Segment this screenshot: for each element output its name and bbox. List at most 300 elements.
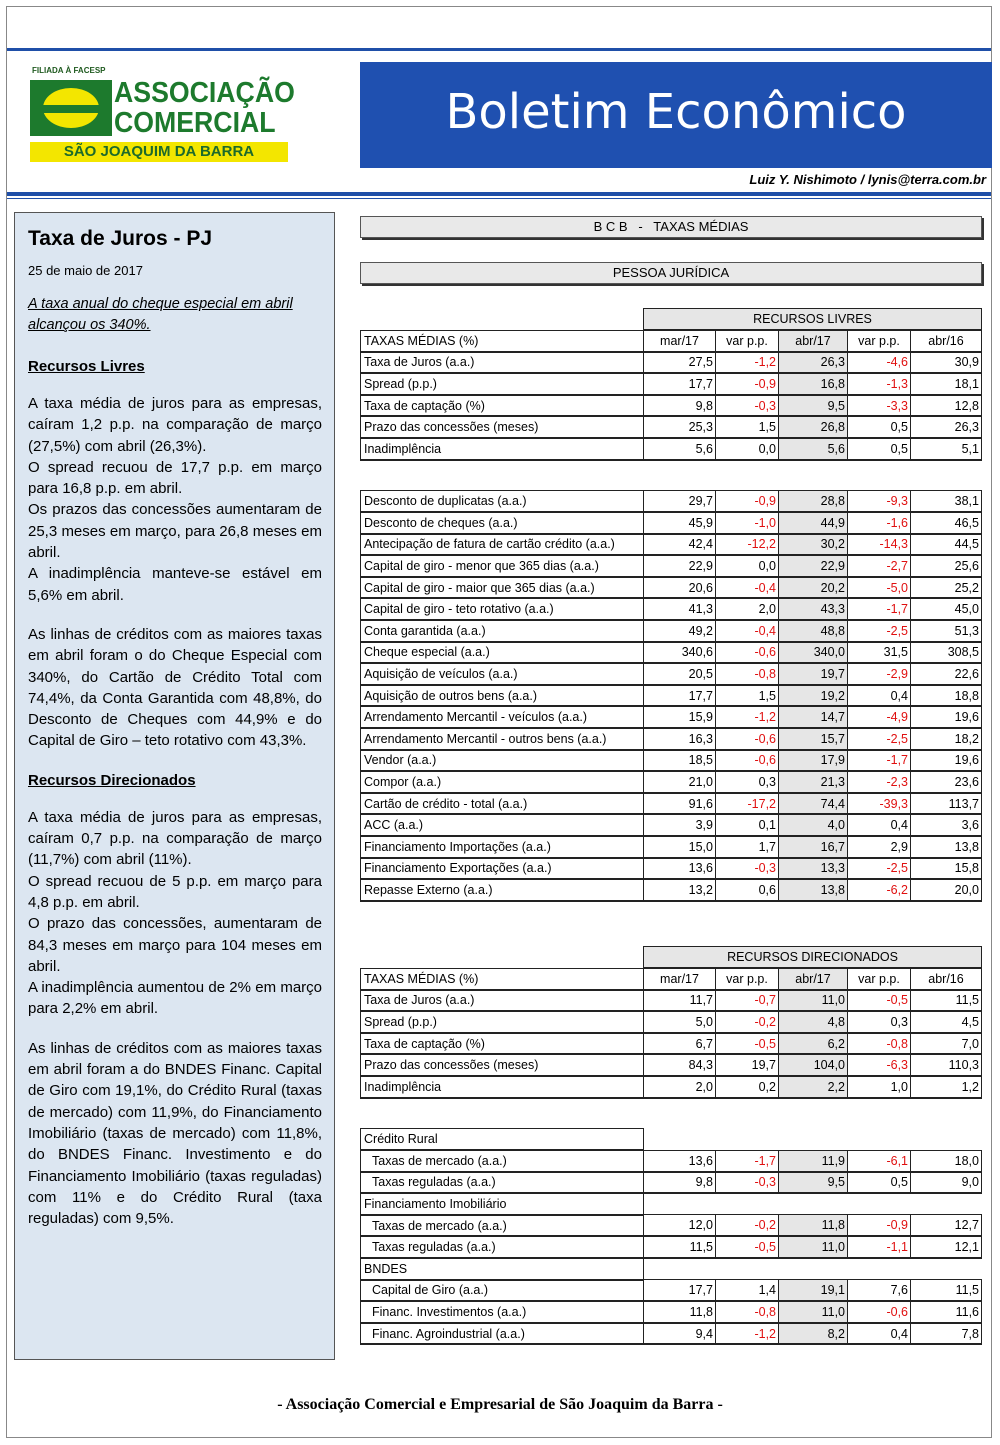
table-cell: 20,6 (644, 577, 716, 599)
table-cell: 18,8 (911, 685, 982, 707)
column-header: TAXAS MÉDIAS (%) (361, 330, 644, 352)
category-label: BNDES (361, 1258, 644, 1280)
blank-cell (361, 309, 644, 331)
table-row (361, 352, 982, 374)
table-cell: -12,2 (716, 534, 779, 556)
table-cell: 11,0 (779, 1236, 848, 1258)
table-cell: 30,2 (779, 534, 848, 556)
table-row (361, 577, 982, 599)
table-cell: -0,5 (716, 1033, 779, 1055)
table-cell: -0,2 (716, 1215, 779, 1237)
table-cell: 0,1 (716, 814, 779, 836)
table-cell: 21,3 (779, 771, 848, 793)
table-cell: 11,8 (779, 1215, 848, 1237)
table-cell: 74,4 (779, 793, 848, 815)
table-cell: 48,8 (779, 620, 848, 642)
table-cell: -0,3 (716, 395, 779, 417)
bulletin-title: Boletim Econômico (445, 84, 907, 140)
category-row (361, 1258, 982, 1280)
row-label: Spread (p.p.) (361, 1011, 644, 1033)
paragraph: As linhas de créditos com as maiores taxas em abril foram o do Cheque Especial com 340%, do Cartão de Crédito Total com 74,4%, da Conta Garantida com 48,8%, do Desconto de Cheques com 44,9% e do Capital de Giro – teto rotativo com 43,3%. (28, 625, 322, 750)
table-cell: -0,5 (848, 990, 911, 1012)
logo-line1: ASSOCIAÇÃO (114, 77, 295, 109)
table-cell: 11,7 (644, 990, 716, 1012)
table-cell: 20,5 (644, 663, 716, 685)
table-cell: -0,4 (716, 577, 779, 599)
table-cell: 20,2 (779, 577, 848, 599)
blank-cell (361, 947, 644, 969)
table-cell: 18,5 (644, 750, 716, 772)
table-cell: 0,0 (716, 555, 779, 577)
table-row (361, 1076, 982, 1098)
table-cell: 4,0 (779, 814, 848, 836)
logo-emblem-icon (30, 80, 112, 136)
table-cell: 12,8 (911, 395, 982, 417)
column-header-row (361, 968, 982, 990)
table-cell: 113,7 (911, 793, 982, 815)
row-label: Taxas de mercado (a.a.) (361, 1215, 644, 1237)
table-cell: -0,3 (716, 1172, 779, 1194)
row-label: Capital de giro - maior que 365 dias (a.a.) (361, 577, 644, 599)
table-row (361, 1172, 982, 1194)
table-cell: 16,8 (779, 373, 848, 395)
row-label: Taxas de mercado (a.a.) (361, 1150, 644, 1172)
table-cell: -1,7 (848, 750, 911, 772)
category-row (361, 1129, 982, 1151)
table-cell: -0,6 (716, 728, 779, 750)
row-label: Arrendamento Mercantil - veículos (a.a.) (361, 706, 644, 728)
table-cell: 23,6 (911, 771, 982, 793)
table-cell: 18,0 (911, 1150, 982, 1172)
table-cell: 2,0 (644, 1076, 716, 1098)
table-cell: 12,1 (911, 1236, 982, 1258)
table-cell: 25,2 (911, 577, 982, 599)
table-cell: 42,4 (644, 534, 716, 556)
table-cell: 0,4 (848, 685, 911, 707)
pj-header: PESSOA JURÍDICA (612, 265, 730, 280)
table-cell: -0,3 (716, 858, 779, 880)
table-recursos-direcionados (360, 946, 982, 1099)
table-cell: -6,2 (848, 879, 911, 901)
table-cell: 6,7 (644, 1033, 716, 1055)
table-cell: 15,9 (644, 706, 716, 728)
table-recursos-livres (360, 308, 982, 461)
table-cell: 26,3 (911, 416, 982, 438)
row-label: Capital de giro - teto rotativo (a.a.) (361, 598, 644, 620)
category-row (361, 1193, 982, 1215)
table-cell: 22,9 (779, 555, 848, 577)
table-cell: -1,1 (848, 1236, 911, 1258)
table-cell: 44,5 (911, 534, 982, 556)
row-label: Desconto de duplicatas (a.a.) (361, 491, 644, 513)
table-cell: 19,6 (911, 706, 982, 728)
logo-line2: COMERCIAL (114, 107, 276, 139)
column-header: abr/17 (779, 330, 848, 352)
table-cell: -0,8 (848, 1033, 911, 1055)
row-label: Aquisição de outros bens (a.a.) (361, 685, 644, 707)
table-cell: -0,4 (716, 620, 779, 642)
table-cell: -1,7 (716, 1150, 779, 1172)
table-cell: 11,5 (911, 1280, 982, 1302)
table-cell: 20,0 (911, 879, 982, 901)
table-cell: -0,6 (848, 1301, 911, 1323)
table-cell: -0,8 (716, 663, 779, 685)
row-label: Financ. Agroindustrial (a.a.) (361, 1323, 644, 1345)
column-header: abr/16 (911, 330, 982, 352)
table-cell: 19,2 (779, 685, 848, 707)
table-row (361, 793, 982, 815)
table-cell: -1,6 (848, 512, 911, 534)
table-cell: 17,9 (779, 750, 848, 772)
paragraph: A inadimplência aumentou de 2% em março para 2,2% em abril. (28, 979, 322, 1018)
table-cell: -0,8 (716, 1301, 779, 1323)
table-cell: 11,5 (911, 990, 982, 1012)
column-header: abr/16 (911, 968, 982, 990)
table-cell: 0,0 (716, 438, 779, 460)
table-row (361, 534, 982, 556)
table-cell: -3,3 (848, 395, 911, 417)
table-cell: 31,5 (848, 642, 911, 664)
table-cell: -0,2 (716, 1011, 779, 1033)
table-row (361, 598, 982, 620)
table-cell: 19,7 (779, 663, 848, 685)
row-label: Taxas reguladas (a.a.) (361, 1236, 644, 1258)
category-label: Crédito Rural (361, 1129, 644, 1151)
table-cell: 18,2 (911, 728, 982, 750)
table-cell: 104,0 (779, 1054, 848, 1076)
table-cell: 41,3 (644, 598, 716, 620)
row-label: Taxa de captação (%) (361, 395, 644, 417)
table-cell: 0,5 (848, 1172, 911, 1194)
table-cell: -4,6 (848, 352, 911, 374)
table-cell: -2,9 (848, 663, 911, 685)
table-cell: 14,7 (779, 706, 848, 728)
row-label: Vendor (a.a.) (361, 750, 644, 772)
table-cell: -9,3 (848, 491, 911, 513)
table-cell: 5,6 (644, 438, 716, 460)
table-cell: 28,8 (779, 491, 848, 513)
table-cell: -1,2 (716, 352, 779, 374)
table-cell: -0,9 (848, 1215, 911, 1237)
table-row (361, 438, 982, 460)
table-cell: 5,6 (779, 438, 848, 460)
table-row (361, 373, 982, 395)
sidebar-lead: A taxa anual do cheque especial em abril alcançou os 340%. (28, 296, 293, 333)
table-cell: -0,5 (716, 1236, 779, 1258)
table-cell: 26,3 (779, 352, 848, 374)
table-row (361, 858, 982, 880)
table-row (361, 491, 982, 513)
table-cell: 17,7 (644, 373, 716, 395)
table-cell: 15,0 (644, 836, 716, 858)
paragraph: As linhas de créditos com as maiores taxas em abril foram a do BNDES Financ. Capital de Giro com 19,1%, do Crédito Rural (taxas de mercado) com 11,9%, do Financiamento Imobiliário (taxas de mercado) com 11,8%, do BNDES Financ. Investimento e do Financiamento Imobiliário (taxas reguladas) com 11% e do Crédito Rural (taxa reguladas) com 9,5%. (28, 1039, 322, 1228)
table-cell: 1,2 (911, 1076, 982, 1098)
table-cell: -39,3 (848, 793, 911, 815)
table-cell: 45,0 (911, 598, 982, 620)
paragraph: A taxa média de juros para as empresas, caíram 1,2 p.p. na comparação de março (27,5%) com abril (26,3%). (28, 395, 322, 455)
row-label: Capital de giro - menor que 365 dias (a.a.) (361, 555, 644, 577)
table-row (361, 663, 982, 685)
column-header: abr/17 (779, 968, 848, 990)
table-cell: 26,8 (779, 416, 848, 438)
table-cell: -2,3 (848, 771, 911, 793)
table-cell: 8,2 (779, 1323, 848, 1345)
blank-cell (644, 1193, 982, 1215)
table-cell: 19,6 (911, 750, 982, 772)
table-cell: -1,7 (848, 598, 911, 620)
table-cell: 0,5 (848, 416, 911, 438)
table-cell: 16,3 (644, 728, 716, 750)
row-label: Financiamento Importações (a.a.) (361, 836, 644, 858)
table-cell: 0,3 (848, 1011, 911, 1033)
table-row (361, 642, 982, 664)
column-header: mar/17 (644, 330, 716, 352)
header-rule (7, 192, 991, 196)
paragraph: O spread recuou de 5 p.p. em março para 4,8 p.p. em abril. (28, 872, 322, 911)
table-row (361, 750, 982, 772)
column-header: TAXAS MÉDIAS (%) (361, 968, 644, 990)
table-cell: 11,6 (911, 1301, 982, 1323)
table-cell: 84,3 (644, 1054, 716, 1076)
group-header: RECURSOS LIVRES (644, 309, 982, 331)
table-cell: 12,0 (644, 1215, 716, 1237)
table-cell: 38,1 (911, 491, 982, 513)
table-cell: 51,3 (911, 620, 982, 642)
row-label: Aquisição de veículos (a.a.) (361, 663, 644, 685)
row-label: Repasse Externo (a.a.) (361, 879, 644, 901)
column-header: var p.p. (848, 968, 911, 990)
bcb-header: B C B - TAXAS MÉDIAS (593, 219, 749, 234)
table-cell: 43,3 (779, 598, 848, 620)
blank-cell (644, 1258, 982, 1280)
table-row (361, 706, 982, 728)
table-cell: 9,4 (644, 1323, 716, 1345)
table-cell: 4,5 (911, 1011, 982, 1033)
table-cell: 1,5 (716, 416, 779, 438)
sidebar-title: Taxa de Juros - PJ (28, 227, 213, 250)
table-cell: -14,3 (848, 534, 911, 556)
row-label: Prazo das concessões (meses) (361, 1054, 644, 1076)
row-label: Prazo das concessões (meses) (361, 416, 644, 438)
row-label: Taxa de Juros (a.a.) (361, 990, 644, 1012)
group-header-row (361, 309, 982, 331)
table-cell: -0,9 (716, 491, 779, 513)
table-row (361, 1215, 982, 1237)
table-cell: -2,7 (848, 555, 911, 577)
table-cell: 1,0 (848, 1076, 911, 1098)
group-header-row (361, 947, 982, 969)
table-cell: -1,0 (716, 512, 779, 534)
table-cell: 17,7 (644, 1280, 716, 1302)
sidebar-panel (14, 212, 335, 1360)
table-cell: -2,5 (848, 728, 911, 750)
row-label: Taxa de captação (%) (361, 1033, 644, 1055)
paragraph: A inadimplência manteve-se estável em 5,6% em abril. (28, 565, 322, 604)
table-row (361, 879, 982, 901)
row-label: Financiamento Exportações (a.a.) (361, 858, 644, 880)
table-row (361, 1033, 982, 1055)
table-cell: 22,6 (911, 663, 982, 685)
table-cell: 9,0 (911, 1172, 982, 1194)
table-cell: 1,5 (716, 685, 779, 707)
paragraph: Os prazos das concessões aumentaram de 25,3 meses em março, para 26,8 meses em abril. (28, 501, 322, 562)
pj-header-box (360, 262, 982, 284)
table-row (361, 1323, 982, 1345)
table-cell: -17,2 (716, 793, 779, 815)
table-cell: 110,3 (911, 1054, 982, 1076)
table-cell: 3,9 (644, 814, 716, 836)
row-label: Inadimplência (361, 438, 644, 460)
table-cell: 7,0 (911, 1033, 982, 1055)
table-cell: 340,0 (779, 642, 848, 664)
table-cell: 13,6 (644, 1150, 716, 1172)
table-cell: 9,5 (779, 1172, 848, 1194)
table-row (361, 1236, 982, 1258)
table-cell: 45,9 (644, 512, 716, 534)
table-cell: -0,6 (716, 642, 779, 664)
column-header: var p.p. (716, 330, 779, 352)
row-label: Inadimplência (361, 1076, 644, 1098)
column-header-row (361, 330, 982, 352)
paragraph: A taxa média de juros para as empresas, caíram 0,7 p.p. na comparação de março (11,7%) com abril (11%). (28, 808, 322, 869)
table-cell: 0,6 (716, 879, 779, 901)
table-cell: 0,2 (716, 1076, 779, 1098)
bulletin-title-box (360, 62, 992, 168)
table-cell: 15,7 (779, 728, 848, 750)
table-cell: 18,1 (911, 373, 982, 395)
table-cell: 0,4 (848, 814, 911, 836)
bcb-header-box (360, 216, 982, 238)
table-cell: 5,0 (644, 1011, 716, 1033)
table-cell: 9,5 (779, 395, 848, 417)
table-row (361, 620, 982, 642)
association-logo (28, 66, 295, 164)
table-row (361, 836, 982, 858)
table-row (361, 990, 982, 1012)
table-cell: 29,7 (644, 491, 716, 513)
table-cell: 0,4 (848, 1323, 911, 1345)
row-label: Taxa de Juros (a.a.) (361, 352, 644, 374)
table-cell: 91,6 (644, 793, 716, 815)
category-label: Financiamento Imobiliário (361, 1193, 644, 1215)
table-row (361, 1280, 982, 1302)
table-row (361, 771, 982, 793)
table-cell: 19,7 (716, 1054, 779, 1076)
table-cell: 21,0 (644, 771, 716, 793)
table-cell: 7,6 (848, 1280, 911, 1302)
row-label: Taxas reguladas (a.a.) (361, 1172, 644, 1194)
table-linhas-livres (360, 490, 982, 902)
table-cell: -1,2 (716, 706, 779, 728)
row-label: Antecipação de fatura de cartão crédito (a.a.) (361, 534, 644, 556)
row-label: Arrendamento Mercantil - outros bens (a.a.) (361, 728, 644, 750)
table-cell: 12,7 (911, 1215, 982, 1237)
table-cell: 0,5 (848, 438, 911, 460)
row-label: ACC (a.a.) (361, 814, 644, 836)
table-cell: 49,2 (644, 620, 716, 642)
group-header: RECURSOS DIRECIONADOS (644, 947, 982, 969)
table-cell: 9,8 (644, 395, 716, 417)
table-cell: 22,9 (644, 555, 716, 577)
logo-affiliation: FILIADA À FACESP (32, 66, 106, 75)
table-cell: 11,9 (779, 1150, 848, 1172)
column-header: mar/17 (644, 968, 716, 990)
table-cell: 2,0 (716, 598, 779, 620)
table-cell: 340,6 (644, 642, 716, 664)
table-cell: -0,9 (716, 373, 779, 395)
table-row (361, 814, 982, 836)
table-cell: 13,3 (779, 858, 848, 880)
row-label: Capital de Giro (a.a.) (361, 1280, 644, 1302)
table-row (361, 685, 982, 707)
table-cell: 25,3 (644, 416, 716, 438)
table-cell: 4,8 (779, 1011, 848, 1033)
table-cell: 13,8 (911, 836, 982, 858)
table-row (361, 728, 982, 750)
paragraph: O spread recuou de 17,7 p.p. em março para 16,8 p.p. em abril. (28, 458, 322, 498)
table-cell: -0,7 (716, 990, 779, 1012)
table-cell: 46,5 (911, 512, 982, 534)
table-cell: 17,7 (644, 685, 716, 707)
table-cell: 308,5 (911, 642, 982, 664)
table-cell: 11,0 (779, 990, 848, 1012)
table-cell: 30,9 (911, 352, 982, 374)
table-cell: 1,7 (716, 836, 779, 858)
table-cell: -1,3 (848, 373, 911, 395)
table-cell: 11,0 (779, 1301, 848, 1323)
row-label: Cheque especial (a.a.) (361, 642, 644, 664)
sidebar-date: 25 de maio de 2017 (28, 263, 143, 278)
table-cell: 27,5 (644, 352, 716, 374)
table-cell: 19,1 (779, 1280, 848, 1302)
table-cell: 6,2 (779, 1033, 848, 1055)
table-row (361, 395, 982, 417)
table-row (361, 1150, 982, 1172)
table-cell: 11,5 (644, 1236, 716, 1258)
table-cell: -1,2 (716, 1323, 779, 1345)
column-header: var p.p. (848, 330, 911, 352)
logo-band-text: SÃO JOAQUIM DA BARRA (63, 143, 255, 160)
table-cell: 2,2 (779, 1076, 848, 1098)
column-header: var p.p. (716, 968, 779, 990)
table-cell: 5,1 (911, 438, 982, 460)
table-row (361, 1301, 982, 1323)
paragraph: O prazo das concessões, aumentaram de 84,3 meses em março para 104 meses em abril. (28, 915, 322, 975)
table-cell: 0,3 (716, 771, 779, 793)
table-cell: 2,9 (848, 836, 911, 858)
table-cell: -2,5 (848, 858, 911, 880)
table-cell: 11,8 (644, 1301, 716, 1323)
author-line: Luiz Y. Nishimoto / lynis@terra.com.br (749, 172, 986, 187)
table-cell: 16,7 (779, 836, 848, 858)
logo-band (30, 142, 288, 162)
table-cell: -2,5 (848, 620, 911, 642)
table-cell: -6,1 (848, 1150, 911, 1172)
table-cell: 25,6 (911, 555, 982, 577)
blank-cell (644, 1129, 982, 1151)
table-row (361, 1011, 982, 1033)
table-row (361, 1054, 982, 1076)
footer: - Associação Comercial e Empresarial de São Joaquim da Barra - (277, 1396, 723, 1413)
table-cell: -4,9 (848, 706, 911, 728)
row-label: Conta garantida (a.a.) (361, 620, 644, 642)
table-cell: -0,6 (716, 750, 779, 772)
row-label: Cartão de crédito - total (a.a.) (361, 793, 644, 815)
table-cell: 1,4 (716, 1280, 779, 1302)
table-cell: 9,8 (644, 1172, 716, 1194)
top-rule (7, 48, 991, 51)
table-row (361, 512, 982, 534)
